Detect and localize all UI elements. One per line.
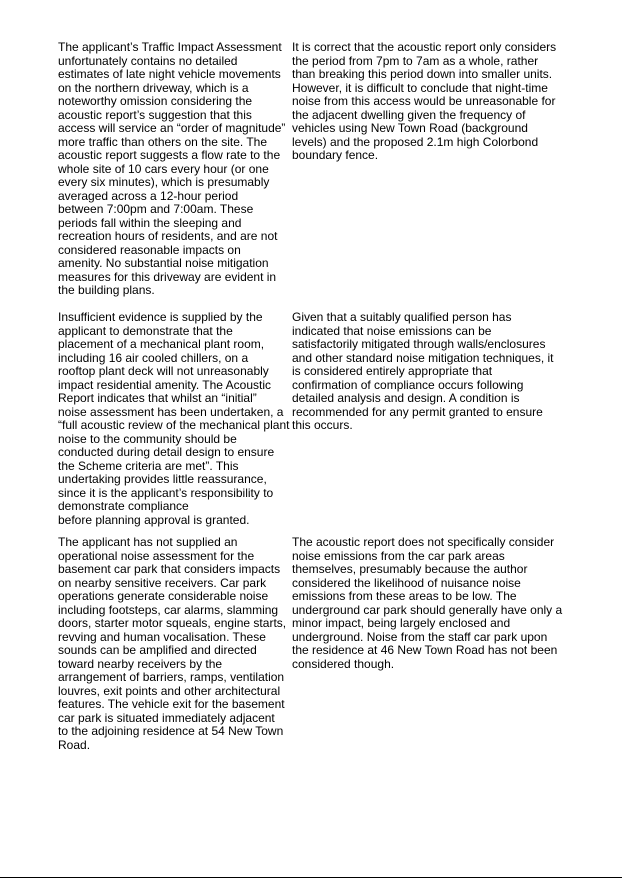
table-row [58,41,564,311]
submission-text: The applicant’s Traffic Impact Assessment unfortunately contains no detailed estimates of late night vehicle movements on the northern driveway, which is a noteworthy omission considering the acoustic report’s suggestion that this access will service an “order of magnitude” more traffic than others on the site. The acoustic report suggests a flow rate to the whole site of 10 cars every hour (or one every six minutes), which is presumably averaged across a 12-hour period between 7:00pm and 7:00am. These periods fall within the sleeping and recreation hours of residents, and are not considered reasonable impacts on amenity. No substantial noise mitigation measures for this driveway are evident in the building plans. [58,40,286,297]
table-row [58,536,564,776]
submissions-table [58,41,564,776]
submission-text: The applicant has not supplied an operational noise assessment for the basement car park that considers impacts on nearby sensitive receivers. Car park operations generate considerable noise including footsteps, car alarms, slamming doors, starter motor squeals, engine starts, revving and human vocalisation. These sounds can be amplified and directed toward nearby receivers by the arrangement of barriers, ramps, ventilation louvres, exit points and other architectural features. The vehicle exit for the basement car park is situated immediately adjacent to the adjoining residence at 54 New Town Road. [58,535,287,752]
page-bottom-divider [0,877,622,878]
response-text: The acoustic report does not specifically consider noise emissions from the car park areas themselves, presumably because the author considered the likelihood of nuisance noise emissions from these areas to be low. The underground car park should generally have only a minor impact, being largely enclosed and underground. Noise from the staff car park upon the residence at 46 New Town Road has not been considered though. [292,535,563,671]
response-text: Given that a suitably qualified person has indicated that noise emissions can be satisfactorily mitigated through walls/enclosures and other standard noise mitigation techniques, it is considered entirely appropriate that confirmation of compliance occurs following detailed analysis and design. A condition is recommended for any permit granted to ensure this occurs. [292,310,554,432]
submission-text: Insufficient evidence is supplied by the applicant to demonstrate that the placement of a mechanical plant room, including 16 air cooled chillers, on a rooftop plant deck will not unreasonably impact residential amenity. The Acoustic Report indicates that whilst an “initial” noise assessment has been undertaken, a “full acoustic review of the mechanical plant noise to the community should be conducted during detail design to ensure the Scheme criteria are met”. This undertaking provides little reassurance, since it is the applicant’s responsibility to demonstrate compliance before planning approval is granted. [58,310,290,527]
response-text: It is correct that the acoustic report only considers the period from 7pm to 7am as a whole, rather than breaking this period down into smaller units. However, it is difficult to conclude that night-time noise from this access would be unreasonable for the adjacent dwelling given the frequency of vehicles using New Town Road (background levels) and the proposed 2.1m high Colorbond boundary fence. [292,40,557,162]
table-row [58,311,564,536]
